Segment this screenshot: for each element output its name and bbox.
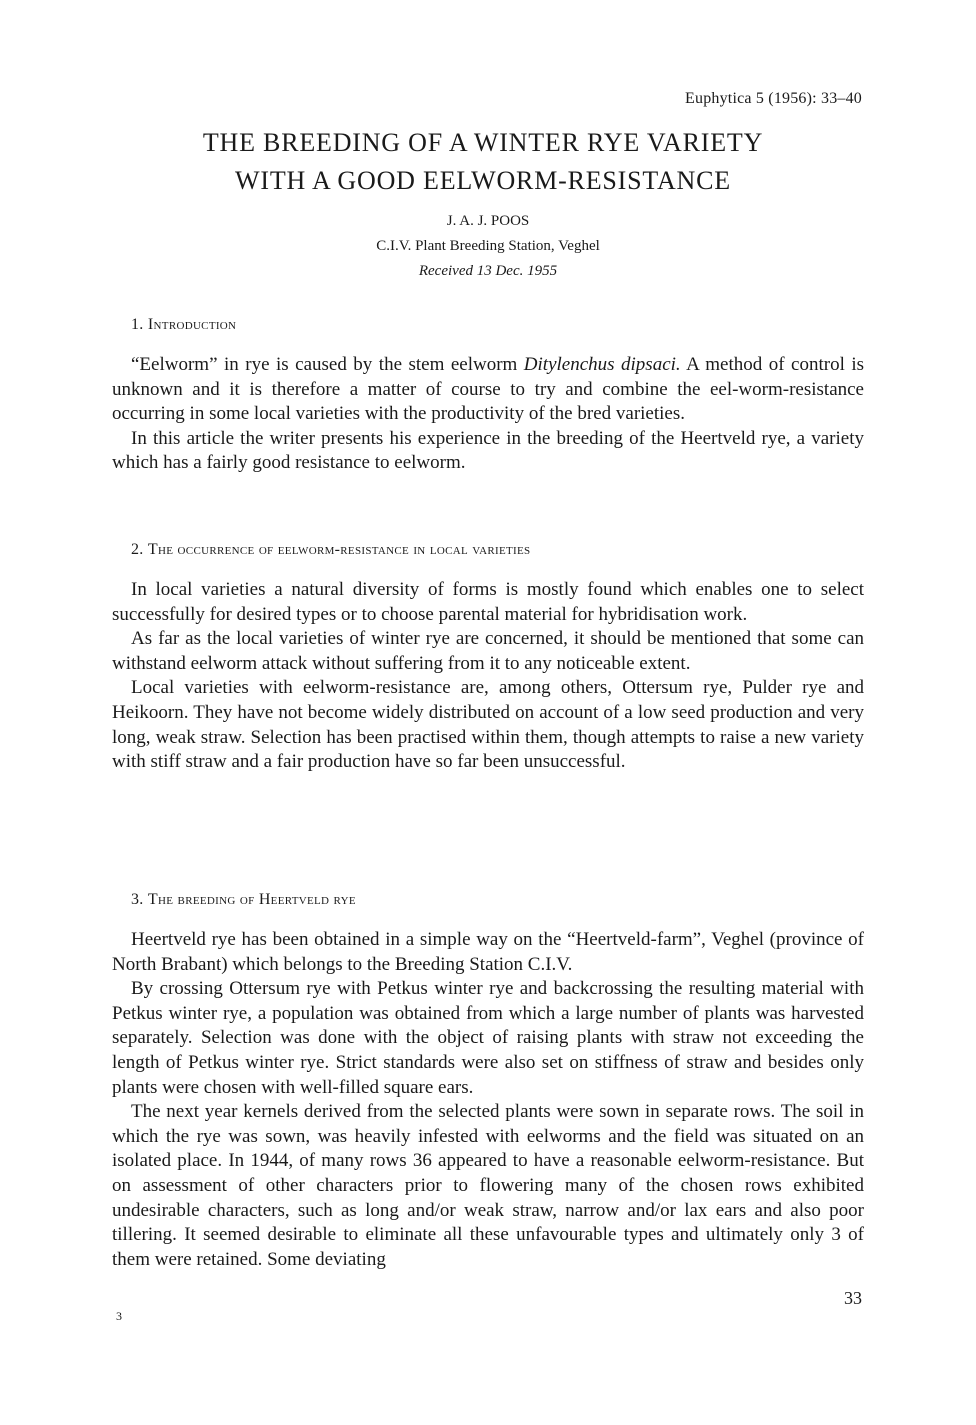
paragraph bbox=[112, 353, 864, 427]
article-title bbox=[0, 124, 966, 200]
section-title: The breeding of Heertveld rye bbox=[147, 891, 356, 908]
paragraph: By crossing Ottersum rye with Petkus winter rye and backcrossing the resulting material with Petkus winter rye, a population was obtained from which a large number of plants was harvested separately. Selection was done with the object of raising plants with straw not exceeding the length of Petkus winter rye. Strict standards were also set on stiffness of straw and besides only plants were chosen with well-filled square ears. bbox=[112, 978, 864, 1098]
paragraph-text: “Eelworm” in rye is caused by the stem eelworm bbox=[131, 354, 524, 375]
signature-mark: 3 bbox=[116, 1309, 122, 1323]
paragraph: As far as the local varieties of winter rye are concerned, it should be mentioned that some can withstand eelworm attack without suffering from it to any noticeable extent. bbox=[112, 628, 864, 674]
section-heading-occurrence bbox=[131, 541, 530, 559]
section-title: Introduction bbox=[147, 316, 237, 333]
paragraph: Heertveld rye has been obtained in a simple way on the “Heertveld-farm”, Veghel (province of North Brabant) which belongs to the Breeding Station C.I.V. bbox=[112, 929, 864, 975]
section-occurrence bbox=[112, 578, 864, 775]
paragraph: The next year kernels derived from the selected plants were sown in separate rows. The soil in which the rye was sown, was heavily infested with eelworms and the field was situated on an isolated place. In 1944, of many rows 36 appeared to have a reasonable eelworm-resistance. But on assessment of other characters prior to flowering many of the chosen rows exhibited undesirable characters, such as long and/or weak straw, narrow and/or lax ears and also poor tillering. It seemed desirable to eliminate all these unfavourable types and ultimately only 3 of them were retained. Some deviating bbox=[112, 1101, 864, 1270]
received-date: Received 13 Dec. 1955 bbox=[418, 263, 558, 279]
paragraph: In this article the writer presents his experience in the breeding of the Heertveld rye, a variety which has a fairly good resistance to eelworm. bbox=[112, 427, 864, 474]
section-introduction bbox=[112, 353, 864, 476]
section-number: 2. bbox=[131, 541, 144, 558]
title-line-1: THE BREEDING OF A WINTER RYE VARIETY bbox=[202, 128, 764, 157]
section-heading-introduction bbox=[131, 316, 236, 334]
paragraph: Local varieties with eelworm-resistance are, among others, Ottersum rye, Pulder rye and Heikoorn. They have not become widely distributed on account of a low seed production and very long, weak straw. Selection has been practised within them, though attempts to raise a new variety with stiff straw and a fair production have so far been unsuccessful. bbox=[112, 677, 864, 773]
species-name: Ditylenchus dipsaci. bbox=[523, 354, 681, 375]
author-name: J. A. J. POOS bbox=[446, 213, 530, 229]
affiliation: C.I.V. Plant Breeding Station, Veghel bbox=[376, 238, 600, 254]
section-title: The occurrence of eelworm-resistance in local varieties bbox=[147, 541, 531, 558]
paragraph: In local varieties a natural diversity of forms is mostly found which enables one to select successfully for desired types or to choose parental material for hybridisation work. bbox=[112, 579, 864, 625]
section-number: 3. bbox=[131, 891, 144, 908]
section-number: 1. bbox=[131, 316, 144, 333]
paragraph-text: A method of control is unknown and it is therefore a matter of course to try and combine the eel-worm-resistance occurring in some local varieties with the productivity of the bred varieties. bbox=[112, 354, 864, 425]
journal-reference: Euphytica 5 (1956): 33–40 bbox=[685, 90, 862, 107]
page-number: 33 bbox=[844, 1288, 862, 1308]
section-heading-breeding bbox=[131, 891, 356, 909]
section-breeding bbox=[112, 928, 864, 1272]
title-line-2: WITH A GOOD EELWORM-RESISTANCE bbox=[235, 166, 731, 195]
